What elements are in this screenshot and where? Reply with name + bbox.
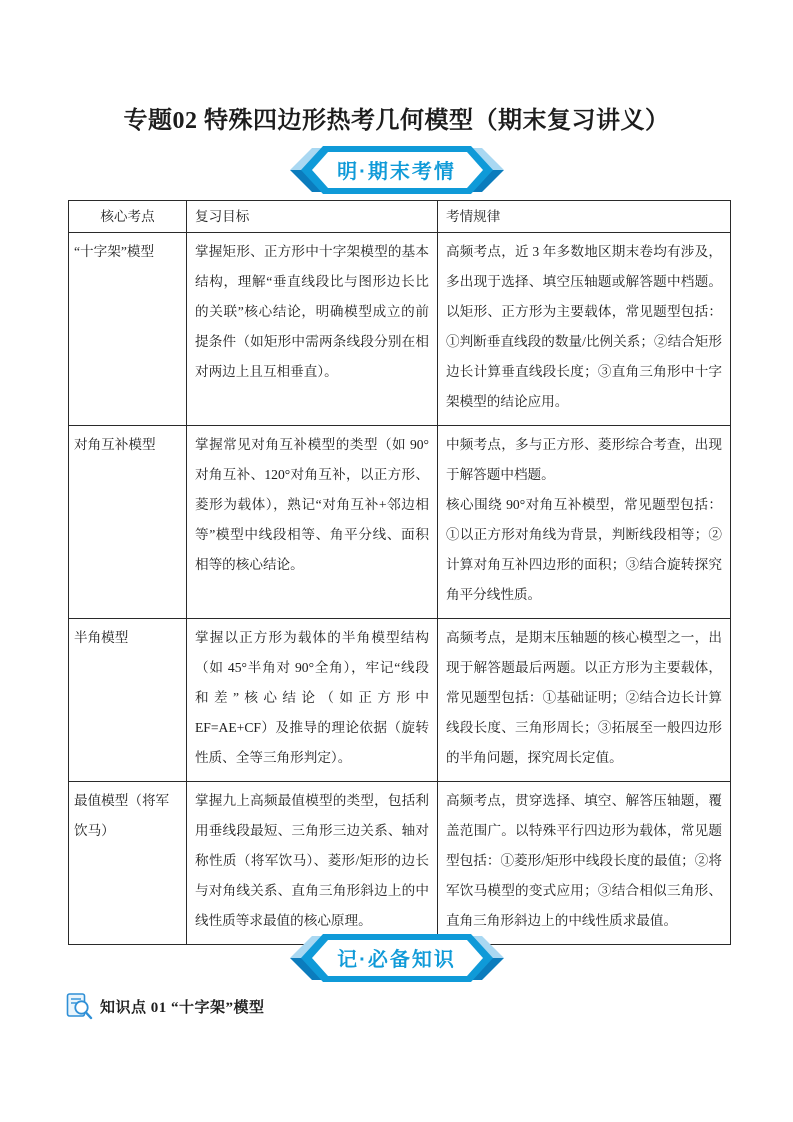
page-title: 专题02 特殊四边形热考几何模型（期末复习讲义） [123,108,670,134]
banner-knowledge [281,934,513,982]
cell-review-goal: 掌握矩形、正方形中十字架模型的基本结构，理解“垂直线段比与图形边长比的关联”核心结论，明确模型成立的前提条件（如矩形中需两条线段分别在相对两边上且互相垂直）。 [187,233,438,426]
table-row [69,426,731,619]
cell-exam-pattern: 高频考点，贯穿选择、填空、解答压轴题，覆盖范围广。以特殊平行四边形为载体，常见题型包括：①菱形/矩形中线段长度的最值；②将军饮马模型的变式应用；③结合相似三角形、直角三角形斜边上的中线性质求最值。 [438,782,731,945]
knowledge-point-heading [66,992,265,1020]
cell-review-goal: 掌握以正方形为载体的半角模型结构（如 45°半角对 90°全角），牢记“线段和差”核心结论（如正方形中EF=AE+CF）及推导的理论依据（旋转性质、全等三角形判定）。 [187,619,438,782]
cell-core-topic: 最值模型（将军饮马） [69,782,187,945]
knowledge-point-label: 知识点 01 “十字架”模型 [100,999,265,1016]
banner-exam-info [281,146,513,194]
table-row [69,619,731,782]
exam-table [68,200,731,945]
cell-exam-pattern: 中频考点，多与正方形、菱形综合考查，出现于解答题中档题。 核心围绕 90°对角互补模型，常见题型包括：①以正方形对角线为背景，判断线段相等；②计算对角互补四边形的面积；③结合旋转探究角平分线性质。 [438,426,731,619]
header-review-goal: 复习目标 [187,201,438,233]
cell-exam-pattern: 高频考点，是期末压轴题的核心模型之一，出现于解答题最后两题。以正方形为主要载体，常见题型包括：①基础证明；②结合边长计算线段长度、三角形周长；③拓展至一般四边形的半角问题，探究周长定值。 [438,619,731,782]
table-body [69,233,731,945]
cell-exam-pattern: 高频考点，近 3 年多数地区期末卷均有涉及，多出现于选择、填空压轴题或解答题中档题。以矩形、正方形为主要载体，常见题型包括：①判断垂直线段的数量/比例关系；②结合矩形边长计算垂直线段长度；③直角三角形中十字架模型的结论应用。 [438,233,731,426]
header-exam-pattern: 考情规律 [438,201,731,233]
banner-exam-info-label: 明·期末考情 [337,160,456,183]
table-header-row [69,201,731,233]
cell-review-goal: 掌握九上高频最值模型的类型，包括利用垂线段最短、三角形三边关系、轴对称性质（将军饮马）、菱形/矩形的边长与对角线关系、直角三角形斜边上的中线性质等求最值的核心原理。 [187,782,438,945]
header-core-topic: 核心考点 [69,201,187,233]
magnifier-document-icon [66,992,93,1020]
cell-core-topic: “十字架”模型 [69,233,187,426]
table-row [69,233,731,426]
cell-core-topic: 对角互补模型 [69,426,187,619]
table-row [69,782,731,945]
cell-core-topic: 半角模型 [69,619,187,782]
banner-knowledge-label: 记·必备知识 [337,948,456,971]
cell-review-goal: 掌握常见对角互补模型的类型（如 90°对角互补、120°对角互补，以正方形、菱形为载体），熟记“对角互补+邻边相等”模型中线段相等、角平分线、面积相等的核心结论。 [187,426,438,619]
